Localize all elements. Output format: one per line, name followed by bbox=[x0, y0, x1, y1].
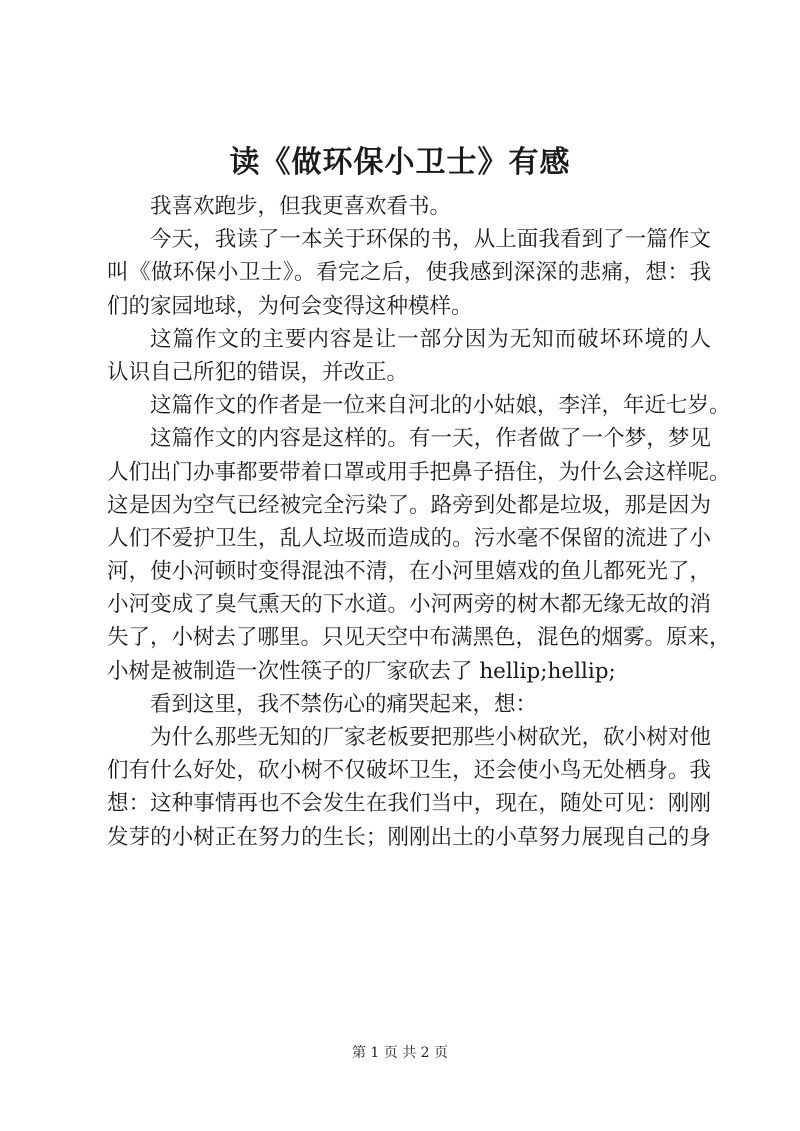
text-line: 这是因为空气已经被完全污染了。路旁到处都是垃圾，那是因为 bbox=[107, 492, 711, 518]
text-line: 们的家园地球，为何会变得这种模样。 bbox=[107, 293, 473, 319]
text-line: 河，使小河顿时变得混浊不清，在小河里嬉戏的鱼儿都死光了， bbox=[107, 559, 711, 585]
text-line: 失了，小树去了哪里。只见天空中布满黑色，混色的烟雾。原来， bbox=[107, 625, 731, 651]
text-line: 人们出门办事都要带着口罩或用手把鼻子捂住，为什么会这样呢。 bbox=[107, 459, 731, 485]
text-line: 今天，我读了一本关于环保的书，从上面我看到了一篇作文 bbox=[150, 227, 711, 253]
text-line: 认识自己所犯的错误，并改正。 bbox=[107, 359, 409, 385]
text-line: 为什么那些无知的厂家老板要把那些小树砍光，砍小树对他 bbox=[150, 725, 711, 750]
text-line: 这篇作文的主要内容是让一部分因为无知而破坏环境的人 bbox=[150, 326, 711, 352]
text-line: 看到这里，我不禁伤心的痛哭起来，想： bbox=[150, 691, 538, 717]
text-line: 这篇作文的作者是一位来自河北的小姑娘，李洋，年近七岁。 bbox=[150, 393, 731, 419]
document-title: 读《做环保小卫士》有感 bbox=[229, 145, 571, 180]
text-line: 们有什么好处，砍小树不仅破坏卫生，还会使小鸟无处栖身。我 bbox=[107, 758, 711, 784]
text-line: 这篇作文的内容是这样的。有一天，作者做了一个梦，梦见 bbox=[150, 426, 711, 452]
document-body bbox=[107, 190, 731, 854]
text-line: 叫《做环保小卫士》。看完之后，使我感到深深的悲痛，想：我 bbox=[107, 260, 711, 286]
text-line: 发芽的小树正在努力的生长；刚刚出土的小草努力展现自己的身 bbox=[107, 824, 711, 850]
text-line: 想：这种事情再也不会发生在我们当中，现在，随处可见：刚刚 bbox=[107, 791, 711, 817]
page-footer: 第 1 页 共 2 页 bbox=[351, 1045, 449, 1061]
text-line: 人们不爱护卫生，乱人垃圾而造成的。污水毫不保留的流进了小 bbox=[107, 525, 711, 551]
text-line: 小树是被制造一次性筷子的厂家砍去了 hellip;hellip; bbox=[107, 658, 616, 684]
text-line: 我喜欢跑步，但我更喜欢看书。 bbox=[150, 194, 452, 219]
text-line: 小河变成了臭气熏天的下水道。小河两旁的树木都无缘无故的消 bbox=[107, 592, 711, 618]
